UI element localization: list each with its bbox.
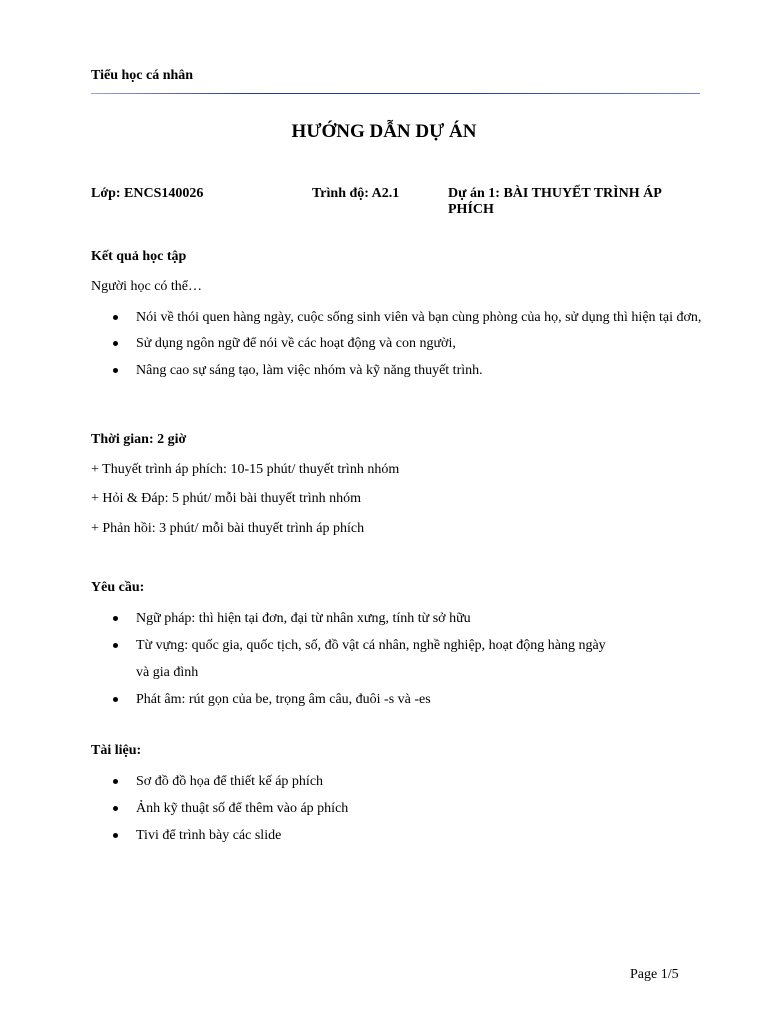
bullet-icon (113, 315, 118, 320)
page-number: Page 1/5 (630, 967, 679, 982)
list-item-text: Ảnh kỹ thuật số để thêm vào áp phích (136, 801, 349, 816)
list-item (91, 309, 721, 326)
header-title: Tiểu học cá nhân (91, 68, 194, 83)
list-item-text: Tivi để trình bày các slide (136, 828, 282, 843)
list-item-text: Sơ đồ đồ họa để thiết kế áp phích (136, 774, 324, 789)
list-item (91, 691, 721, 708)
bullet-icon (113, 806, 118, 811)
outcomes-heading: Kết quả học tập (91, 249, 187, 264)
list-item-continuation (91, 664, 721, 681)
project-info: Dự án 1: BÀI THUYẾT TRÌNH ÁP PHÍCH (448, 186, 662, 217)
bullet-icon (113, 341, 118, 346)
time-heading: Thời gian: 2 giờ (91, 432, 187, 447)
list-item (91, 335, 721, 352)
bullet-icon (113, 779, 118, 784)
outcomes-list (91, 309, 721, 379)
list-item-text: Từ vựng: quốc gia, quốc tịch, số, đồ vật cá nhân, nghề nghiệp, hoạt động hàng ngày (136, 638, 606, 653)
time-line: + Hỏi & Đáp: 5 phút/ mỗi bài thuyết trình nhóm (91, 491, 361, 506)
document-title: HƯỚNG DẪN DỰ ÁN (291, 121, 477, 142)
bullet-icon (113, 697, 118, 702)
list-item-text: Phát âm: rút gọn của be, trọng âm câu, đuôi -s và -es (136, 692, 431, 707)
list-item (91, 773, 721, 790)
requirements-heading: Yêu cầu: (91, 580, 145, 595)
time-line: + Thuyết trình áp phích: 10-15 phút/ thuyết trình nhóm (91, 462, 400, 477)
list-item-text: Nâng cao sự sáng tạo, làm việc nhóm và kỹ năng thuyết trình. (136, 363, 483, 378)
materials-list (91, 773, 721, 844)
bullet-icon (113, 833, 118, 838)
class-info: Lớp: ENCS140026 (91, 186, 204, 201)
outcomes-intro: Người học có thể… (91, 279, 203, 294)
list-item (91, 610, 721, 627)
bullet-icon (113, 368, 118, 373)
list-item-text: và gia đình (136, 665, 199, 680)
list-item (91, 827, 721, 844)
list-item-text: Ngữ pháp: thì hiện tại đơn, đại từ nhân xưng, tính từ sở hữu (136, 611, 471, 626)
list-item (91, 637, 721, 654)
bullet-icon (113, 643, 118, 648)
list-item (91, 362, 721, 379)
level-info: Trình độ: A2.1 (312, 186, 400, 201)
requirements-list (91, 610, 721, 708)
list-item (91, 800, 721, 817)
header-divider (91, 93, 700, 94)
time-line: + Phản hồi: 3 phút/ mỗi bài thuyết trình áp phích (91, 521, 365, 536)
materials-heading: Tài liệu: (91, 743, 142, 758)
list-item-text: Sử dụng ngôn ngữ để nói về các hoạt động và con người, (136, 336, 456, 351)
list-item-text: Nói về thói quen hàng ngày, cuộc sống sinh viên và bạn cùng phòng của họ, sử dụng thì hiện tại đơn, (136, 310, 702, 325)
bullet-icon (113, 616, 118, 621)
